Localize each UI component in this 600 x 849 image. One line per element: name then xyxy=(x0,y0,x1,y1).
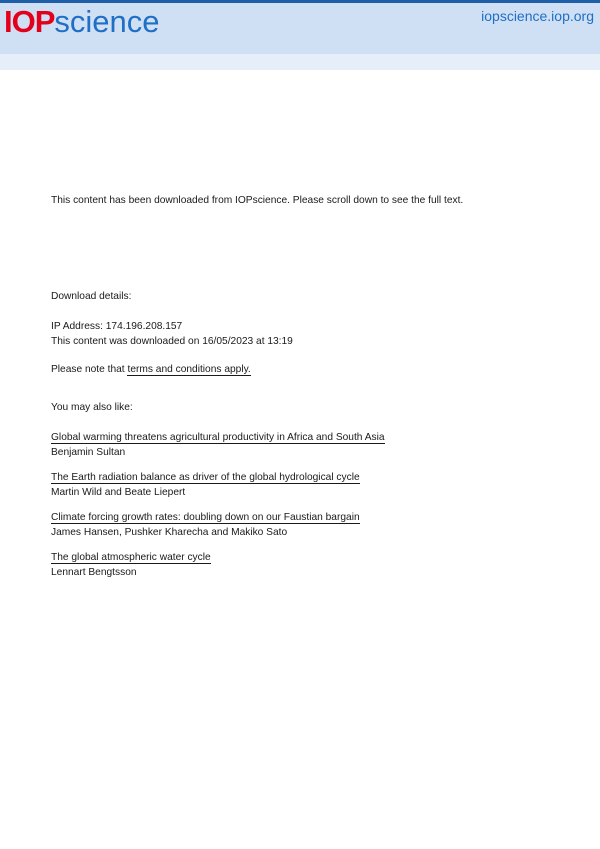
related-item xyxy=(51,511,360,524)
terms-and-conditions-link[interactable]: terms and conditions apply. xyxy=(127,364,251,375)
related-item-authors: James Hansen, Pushker Kharecha and Makiko Sato xyxy=(51,527,288,538)
related-item-authors: Benjamin Sultan xyxy=(51,447,126,458)
header-strip xyxy=(0,54,600,70)
download-timestamp: This content was downloaded on 16/05/2023 at 13:19 xyxy=(51,336,293,347)
site-url-link[interactable]: iopscience.iop.org xyxy=(481,8,594,24)
related-article-link[interactable]: The global atmospheric water cycle xyxy=(51,552,211,563)
related-item-authors: Martin Wild and Beate Liepert xyxy=(51,487,186,498)
terms-note-prefix: Please note that xyxy=(51,364,125,375)
intro-text: This content has been downloaded from IOPscience. Please scroll down to see the full text. xyxy=(51,195,464,206)
related-item xyxy=(51,431,385,444)
related-article-link[interactable]: The Earth radiation balance as driver of the global hydrological cycle xyxy=(51,472,360,483)
related-item xyxy=(51,551,211,564)
related-article-link[interactable]: Climate forcing growth rates: doubling down on our Faustian bargain xyxy=(51,512,360,523)
site-header xyxy=(0,0,600,54)
related-item-authors: Lennart Bengtsson xyxy=(51,567,137,578)
related-heading: You may also like: xyxy=(51,402,133,413)
logo-iop-text: IOP xyxy=(4,4,55,39)
download-details-heading: Download details: xyxy=(51,291,132,302)
related-item xyxy=(51,471,360,484)
terms-note xyxy=(51,363,251,376)
ip-address: IP Address: 174.196.208.157 xyxy=(51,321,183,332)
logo-science-text: science xyxy=(54,4,160,39)
related-article-link[interactable]: Global warming threatens agricultural productivity in Africa and South Asia xyxy=(51,432,385,443)
iopscience-logo[interactable] xyxy=(4,4,160,44)
